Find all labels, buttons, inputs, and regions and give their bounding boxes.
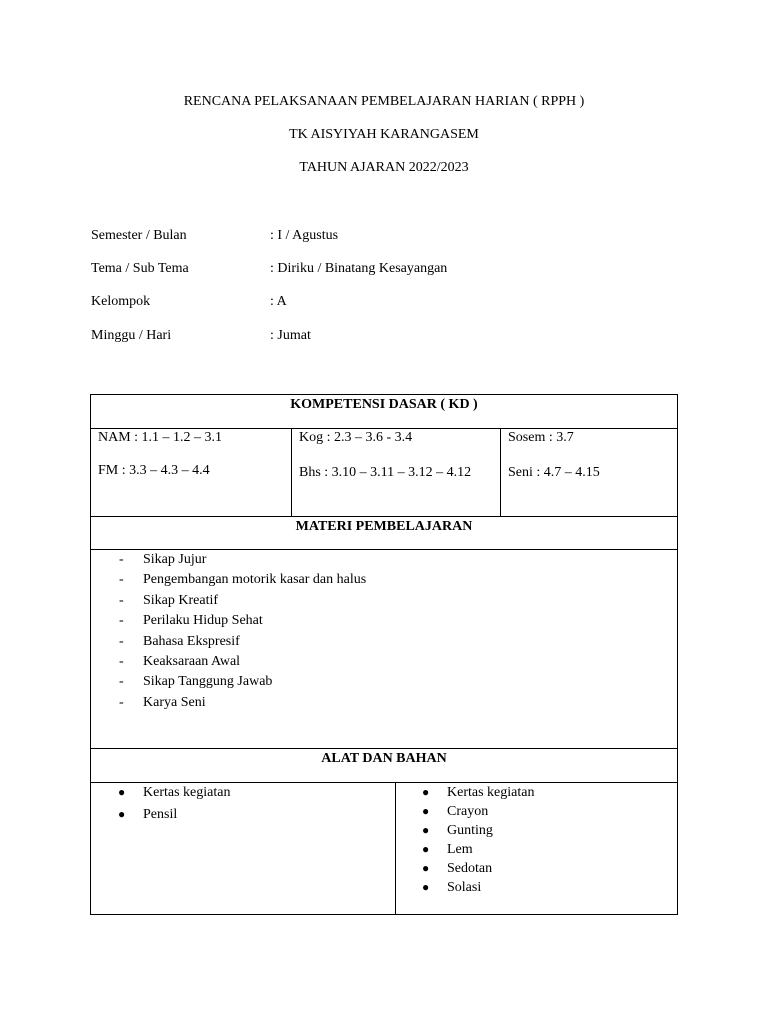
academic-year: TAHUN AJARAN 2022/2023 xyxy=(299,160,469,175)
materi-title: MATERI PEMBELAJARAN xyxy=(295,519,473,534)
kd-kog: Kog : 2.3 – 3.6 - 3.4 xyxy=(299,430,413,445)
list-item: - Keaksaraan Awal xyxy=(119,654,241,669)
list-item: ● Pensil xyxy=(118,807,178,822)
kd-sosem: Sosem : 3.7 xyxy=(508,430,574,445)
info-label-semester: Semester / Bulan xyxy=(91,228,187,243)
alat-title: ALAT DAN BAHAN xyxy=(321,751,447,766)
list-item: - Sikap Tanggung Jawab xyxy=(119,674,273,689)
list-item: ● Sedotan xyxy=(422,861,493,876)
kd-nam: NAM : 1.1 – 1.2 – 3.1 xyxy=(98,430,223,445)
list-item: ● Crayon xyxy=(422,804,489,819)
list-item: - Karya Seni xyxy=(119,695,206,710)
list-item: - Perilaku Hidup Sehat xyxy=(119,613,263,628)
alat-header-cell xyxy=(90,748,678,783)
list-item: ● Solasi xyxy=(422,880,482,895)
list-item: - Pengembangan motorik kasar dan halus xyxy=(119,572,367,587)
school-name: TK AISYIYAH KARANGASEM xyxy=(289,127,479,142)
info-value-semester: : I / Agustus xyxy=(270,228,339,243)
info-label-minggu: Minggu / Hari xyxy=(91,328,172,343)
info-value-minggu: : Jumat xyxy=(270,328,311,343)
kd-bhs: Bhs : 3.10 – 3.11 – 3.12 – 4.12 xyxy=(299,465,472,480)
list-item: - Sikap Kreatif xyxy=(119,593,219,608)
info-value-kelompok: : A xyxy=(270,294,287,309)
list-item: ● Kertas kegiatan xyxy=(118,785,231,800)
list-item: - Bahasa Ekspresif xyxy=(119,634,240,649)
materi-header-cell xyxy=(90,516,678,550)
kd-header-cell xyxy=(90,394,678,429)
info-label-kelompok: Kelompok xyxy=(91,294,151,309)
kd-title: KOMPETENSI DASAR ( KD ) xyxy=(290,397,478,412)
kd-fm: FM : 3.3 – 4.3 – 4.4 xyxy=(98,463,210,478)
kd-seni: Seni : 4.7 – 4.15 xyxy=(508,465,600,480)
info-value-tema: : Diriku / Binatang Kesayangan xyxy=(270,261,448,276)
info-label-tema: Tema / Sub Tema xyxy=(91,261,189,276)
list-item: ● Gunting xyxy=(422,823,493,838)
list-item: - Sikap Jujur xyxy=(119,552,207,567)
list-item: ● Lem xyxy=(422,842,473,857)
alat-left-cell xyxy=(90,782,396,915)
list-item: ● Kertas kegiatan xyxy=(422,785,535,800)
document-title: RENCANA PELAKSANAAN PEMBELAJARAN HARIAN ( RPPH ) xyxy=(183,94,585,109)
